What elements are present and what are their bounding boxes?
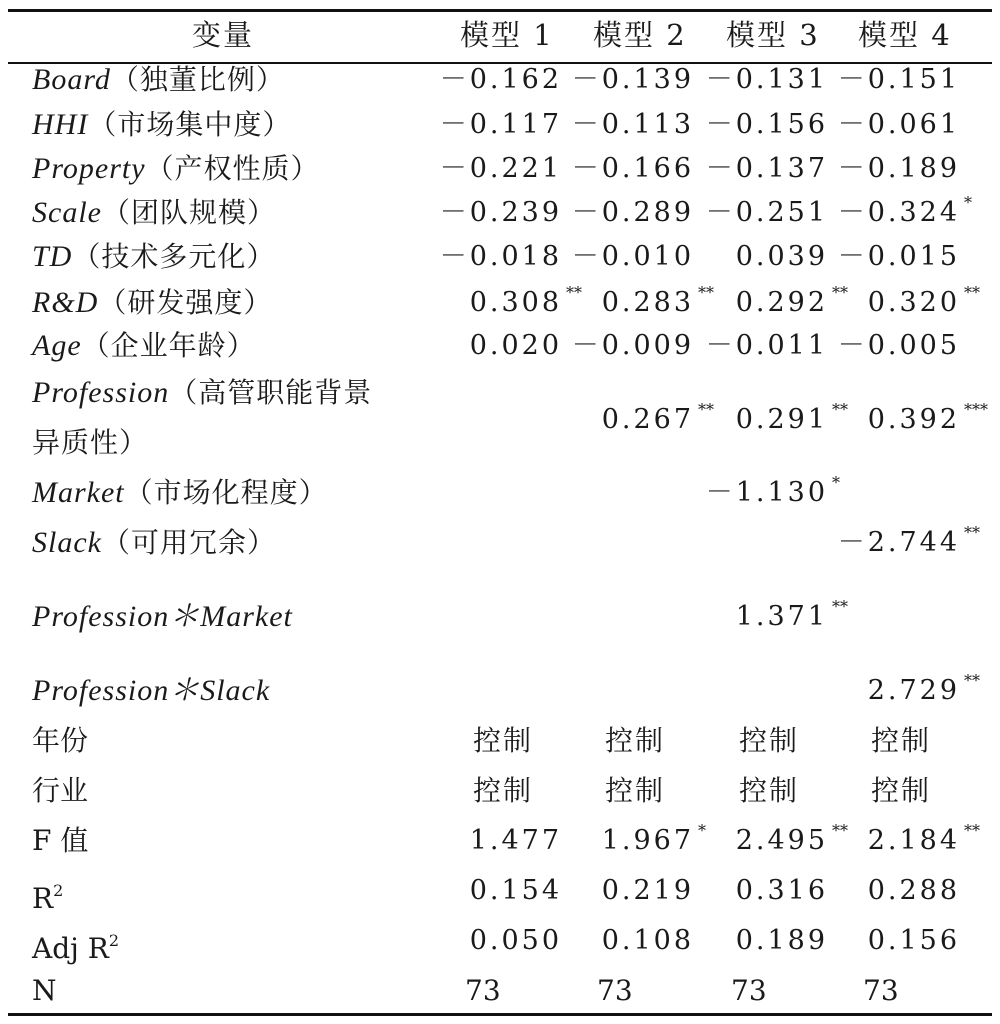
row-label-text: Adj R [32, 932, 109, 965]
header-model-3: 模型 3 [726, 18, 820, 52]
table-cell [735, 400, 848, 436]
table-cell [735, 283, 848, 319]
significance-stars: ** [964, 283, 980, 302]
row-label [32, 925, 119, 965]
cell-value: －0.009 [571, 330, 694, 361]
row-label [32, 725, 88, 757]
row-label-text: 行业 [32, 774, 89, 807]
table-cell [867, 400, 988, 436]
row-label [32, 330, 256, 362]
bottom-rule [8, 1013, 992, 1016]
significance-stars: ** [832, 283, 848, 302]
header-model-2: 模型 2 [593, 18, 687, 52]
cell-value: 1.477 [469, 825, 562, 856]
row-label-text: N [32, 974, 57, 1007]
table-cell [736, 241, 828, 273]
table-cell: 73 [863, 974, 899, 1007]
table-cell [440, 153, 562, 185]
row-label [32, 601, 293, 633]
variable-description-line2: 异质性） [32, 426, 149, 459]
cell-value: 0.308 [469, 287, 562, 318]
table-cell [837, 523, 980, 559]
table-cell [601, 283, 714, 319]
variable-description: （企业年龄） [81, 329, 256, 362]
row-label-text: 年份 [32, 724, 89, 757]
cell-value: 2.495 [735, 825, 828, 856]
cell-value: －0.011 [705, 330, 828, 361]
table-cell [867, 671, 980, 707]
table-cell [735, 597, 848, 633]
variable-name: Profession＊Market [32, 600, 293, 633]
top-rule [8, 9, 992, 12]
table-cell [838, 330, 960, 362]
table-cell [736, 875, 828, 907]
cell-value: 0.316 [735, 875, 828, 906]
cell-value: －0.061 [837, 109, 960, 140]
cell-value: 0.267 [601, 404, 694, 435]
table-cell [838, 241, 960, 273]
variable-name: Market [32, 476, 125, 509]
table-cell [470, 925, 562, 957]
cell-value: －0.113 [571, 109, 694, 140]
cell-value: 0.283 [601, 287, 694, 318]
table-cell [868, 925, 960, 957]
cell-value: －0.289 [571, 197, 694, 228]
row-label [32, 875, 63, 915]
significance-stars: *** [964, 400, 988, 419]
row-label [32, 775, 88, 807]
cell-value: －0.139 [571, 64, 694, 95]
table-cell [706, 109, 828, 141]
table-cell [440, 197, 562, 229]
significance-stars: ** [832, 597, 848, 616]
cell-value: －0.137 [705, 153, 828, 184]
table-cell: 控制 [605, 724, 666, 757]
cell-value: 0.039 [735, 241, 828, 272]
table-cell [601, 821, 706, 857]
cell-value: －0.010 [571, 241, 694, 272]
table-cell: 73 [465, 974, 501, 1007]
row-label [32, 825, 88, 857]
table-cell [706, 197, 828, 229]
table-cell [602, 925, 694, 957]
row-label [32, 287, 272, 319]
cell-value: 0.291 [735, 404, 828, 435]
variable-description: （市场化程度） [124, 476, 328, 509]
significance-stars: * [964, 193, 972, 212]
row-label-text: F 值 [32, 824, 89, 857]
cell-value: －0.189 [837, 153, 960, 184]
table-cell [572, 64, 694, 96]
variable-name: Slack [32, 526, 102, 559]
table-cell: 控制 [473, 724, 534, 757]
table-cell [572, 330, 694, 362]
cell-value: －0.251 [705, 197, 828, 228]
variable-description: （独董比例） [110, 63, 285, 96]
cell-value: 0.108 [601, 925, 694, 956]
table-cell [469, 283, 582, 319]
significance-stars: ** [832, 821, 848, 840]
cell-value: －2.744 [837, 527, 960, 558]
table-cell [470, 825, 562, 857]
cell-value: －0.156 [705, 109, 828, 140]
table-cell: 控制 [739, 774, 800, 807]
cell-value: －0.117 [439, 109, 562, 140]
table-cell [440, 109, 562, 141]
variable-name: TD [32, 240, 73, 273]
significance-stars: ** [566, 283, 582, 302]
table-cell [706, 153, 828, 185]
row-label-text: R [32, 882, 54, 915]
cell-value: 1.371 [735, 601, 828, 632]
variable-name: Board [32, 63, 111, 96]
table-cell: 73 [597, 974, 633, 1007]
variable-description: （研发强度） [98, 286, 273, 319]
significance-stars: ** [698, 283, 714, 302]
row-label [32, 477, 328, 509]
table-cell [706, 64, 828, 96]
table-cell [868, 875, 960, 907]
variable-description: （团队规模） [101, 196, 276, 229]
variable-description: （可用冗余） [101, 526, 276, 559]
variable-name: R&D [32, 286, 99, 319]
significance-stars: ** [698, 400, 714, 419]
table-cell: 控制 [473, 774, 534, 807]
row-label [32, 675, 270, 707]
table-cell: 73 [731, 974, 767, 1007]
cell-value: 0.320 [867, 287, 960, 318]
cell-value: －0.131 [705, 64, 828, 95]
table-cell [572, 153, 694, 185]
table-cell [838, 153, 960, 185]
variable-name: Profession [32, 376, 170, 409]
table-cell [706, 330, 828, 362]
table-cell [735, 821, 848, 857]
cell-value: 0.050 [469, 925, 562, 956]
table-cell [572, 197, 694, 229]
superscript: 2 [108, 931, 119, 950]
cell-value: 1.967 [601, 825, 694, 856]
cell-value: 0.219 [601, 875, 694, 906]
header-variable: 变量 [192, 18, 255, 52]
cell-value: －0.221 [439, 153, 562, 184]
row-label [32, 64, 285, 96]
table-cell: 控制 [871, 774, 932, 807]
cell-value: 0.020 [469, 330, 562, 361]
table-cell [736, 925, 828, 957]
table-cell [601, 400, 714, 436]
cell-value: －0.162 [439, 64, 562, 95]
row-label [32, 527, 276, 559]
variable-name: Property [32, 152, 146, 185]
table-cell [440, 241, 562, 273]
cell-value: 2.184 [867, 825, 960, 856]
table-cell [602, 875, 694, 907]
table-cell: 控制 [605, 774, 666, 807]
cell-value: 0.156 [867, 925, 960, 956]
variable-name: Profession＊Slack [32, 674, 271, 707]
cell-value: －0.005 [837, 330, 960, 361]
significance-stars: ** [964, 523, 980, 542]
cell-value: －0.151 [837, 64, 960, 95]
table-cell: 控制 [739, 724, 800, 757]
significance-stars: ** [964, 671, 980, 690]
significance-stars: ** [832, 400, 848, 419]
cell-value: 0.189 [735, 925, 828, 956]
cell-value: 0.288 [867, 875, 960, 906]
cell-value: 0.292 [735, 287, 828, 318]
table-cell [838, 109, 960, 141]
table-cell [837, 193, 972, 229]
table-cell: 控制 [871, 724, 932, 757]
row-label [32, 197, 276, 229]
table-cell [867, 821, 980, 857]
variable-name: Scale [32, 196, 102, 229]
table-cell [470, 330, 562, 362]
cell-value: 0.154 [469, 875, 562, 906]
variable-name: HHI [32, 108, 89, 141]
significance-stars: * [832, 473, 840, 492]
row-label [32, 241, 275, 273]
row-label [32, 153, 320, 185]
table-cell [572, 241, 694, 273]
superscript: 2 [53, 881, 64, 900]
header-model-1: 模型 1 [460, 18, 554, 52]
variable-description: （市场集中度） [88, 108, 292, 141]
significance-stars: ** [964, 821, 980, 840]
cell-value: －0.239 [439, 197, 562, 228]
variable-name: Age [32, 329, 82, 362]
variable-description: （产权性质） [145, 152, 320, 185]
table-cell [470, 875, 562, 907]
significance-stars: * [698, 821, 706, 840]
cell-value: 0.392 [867, 404, 960, 435]
cell-value: －0.324 [837, 197, 960, 228]
row-label [32, 368, 372, 468]
header-model-4: 模型 4 [858, 18, 952, 52]
table-cell [867, 283, 980, 319]
table-cell [838, 64, 960, 96]
cell-value: －0.018 [439, 241, 562, 272]
row-label [32, 109, 291, 141]
table-cell [572, 109, 694, 141]
cell-value: －0.015 [837, 241, 960, 272]
cell-value: －1.130 [705, 477, 828, 508]
cell-value: 2.729 [867, 675, 960, 706]
row-label [32, 975, 57, 1007]
table-cell [440, 64, 562, 96]
variable-description: （高管职能背景 [169, 376, 373, 409]
cell-value: －0.166 [571, 153, 694, 184]
variable-description: （技术多元化） [72, 240, 276, 273]
table-cell [705, 473, 840, 509]
